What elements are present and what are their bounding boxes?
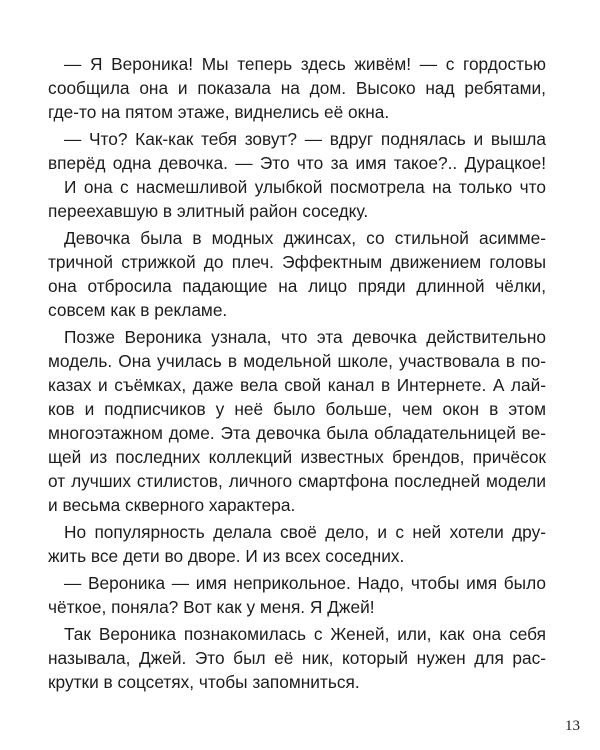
text-line: Но популярность делала своё дело, и с ней хотели дру- xyxy=(64,522,546,542)
text-line: — Вероника — имя неприкольное. Надо, чтобы имя было xyxy=(64,573,546,593)
text-line: совсем как в рекламе. xyxy=(48,300,228,320)
text-line: модель. Она училась в модельной школе, участвовала в по- xyxy=(48,351,546,371)
text-line: и весьма скверного характера. xyxy=(48,495,296,515)
paragraph xyxy=(48,52,546,124)
text-line: сообщила она и показала на дом. Высоко над ребятами, xyxy=(48,78,546,98)
text-line: переехавшую в элитный район соседку. xyxy=(48,201,369,221)
paragraph xyxy=(48,325,546,517)
text-line: Так Вероника познакомилась с Женей, или, как она себя xyxy=(64,624,546,644)
text-line: где-то на пятом этаже, виднелись её окна. xyxy=(48,102,390,122)
text-line: чёткое, поняла? Вот как у меня. Я Джей! xyxy=(48,597,375,617)
text-line: от лучших стилистов, личного смартфона последней модели xyxy=(48,471,546,491)
text-line: вперёд одна девочка. — Это что за имя такое?.. Дурацкое! xyxy=(48,153,546,173)
text-line: Позже Вероника узнала, что эта девочка действительно xyxy=(64,327,546,347)
text-line: жить все дети во дворе. И из всех соседних. xyxy=(48,546,405,566)
paragraph xyxy=(48,226,546,322)
text-line: — Я Вероника! Мы теперь здесь живём! — с гордостью xyxy=(64,54,546,74)
text-line: — Что? Как-как тебя зовут? — вдруг поднялась и вышла xyxy=(64,129,546,149)
paragraph xyxy=(48,571,546,619)
text-line: казах и съёмках, даже вела свой канал в Интернете. А лай- xyxy=(48,375,546,395)
text-line: И она с насмешливой улыбкой посмотрела на только что xyxy=(64,177,546,197)
text-line: крутки в соцсетях, чтобы запомниться. xyxy=(48,672,360,692)
page-number: 13 xyxy=(565,718,580,734)
text-line: Девочка была в модных джинсах, со стильной асимме- xyxy=(64,228,546,248)
paragraph xyxy=(48,622,546,694)
text-line: ков и подписчиков у неё было больше, чем окон в этом xyxy=(48,399,546,419)
paragraph xyxy=(48,520,546,568)
text-line: тричной стрижкой до плеч. Эффектным движением головы xyxy=(48,252,546,272)
text-column xyxy=(48,52,546,694)
paragraph xyxy=(48,127,546,223)
text-line: называла, Джей. Это был её ник, который нужен для рас- xyxy=(48,648,546,668)
text-line: многоэтажном доме. Эта девочка была обладательницей ве- xyxy=(48,423,546,443)
text-line: щей из последних коллекций известных брендов, причёсок xyxy=(48,447,546,467)
text-line: она отбросила падающие на лицо пряди длинной чёлки, xyxy=(48,276,546,296)
